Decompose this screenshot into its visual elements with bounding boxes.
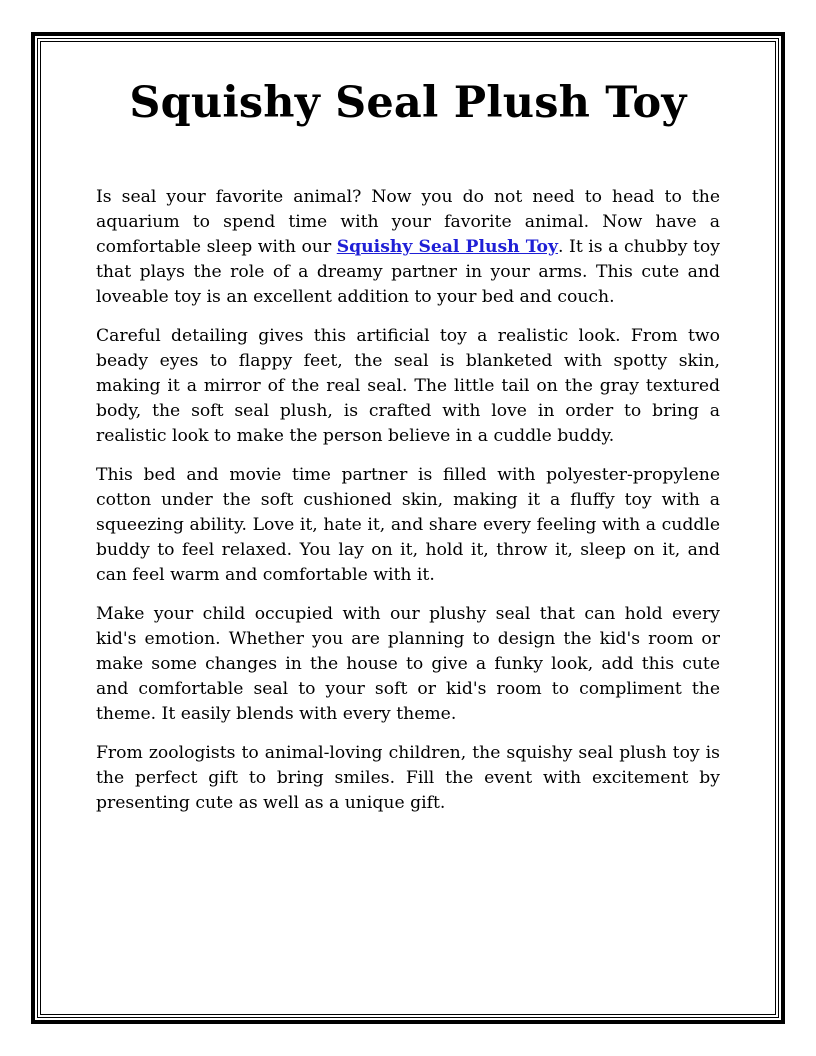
product-link[interactable]: Squishy Seal Plush Toy bbox=[336, 237, 559, 257]
article-body bbox=[96, 185, 720, 830]
paragraph-intro-text-before: Is seal your favorite animal? Now you do not need to head to the aquarium to spend time with your favorite animal. Now have a comfortable sleep with our bbox=[96, 187, 720, 257]
paragraph-detailing: Careful detailing gives this artificial toy a realistic look. From two beady eyes to flappy feet, the seal is blanketed with spotty skin, making it a mirror of the real seal. The little tail on the gray textured body, the soft seal plush, is crafted with love in order to bring a realistic look to make the person believe in a cuddle buddy. bbox=[96, 326, 720, 446]
page-title: Squishy Seal Plush Toy bbox=[129, 78, 687, 128]
paragraph-intro-text-after: . It is a chubby toy that plays the role of a dreamy partner in your arms. This cute and loveable toy is an excellent addition to your bed and couch. bbox=[96, 237, 720, 307]
paragraph-intro bbox=[96, 185, 720, 310]
paragraph-gift: From zoologists to animal-loving children, the squishy seal plush toy is the perfect gift to bring smiles. Fill the event with excitement by presenting cute as well as a unique gift. bbox=[96, 743, 720, 813]
paragraph-filling: This bed and movie time partner is filled with polyester-propylene cotton under the soft cushioned skin, making it a fluffy toy with a squeezing ability. Love it, hate it, and share every feeling with a cuddle buddy to feel relaxed. You lay on it, hold it, throw it, sleep on it, and can feel warm and comfortable with it. bbox=[96, 465, 720, 585]
paragraph-child: Make your child occupied with our plushy seal that can hold every kid's emotion. Whether you are planning to design the kid's room or make some changes in the house to give a funky look, add this cute and comfortable seal to your soft or kid's room to compliment the theme. It easily blends with every theme. bbox=[96, 604, 720, 724]
